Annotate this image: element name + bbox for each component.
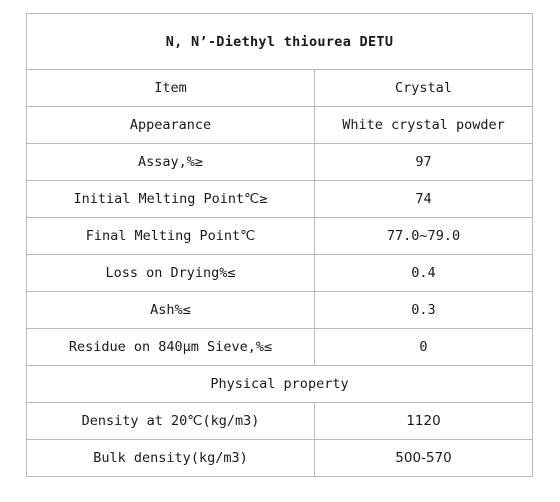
- row-item: Residue on 840μm Sieve,%≤: [27, 329, 315, 366]
- row-value: 77.0~79.0: [315, 218, 533, 255]
- table-row-ash: [27, 292, 533, 329]
- row-item: Assay,%≥: [27, 144, 315, 181]
- table-row-assay: [27, 144, 533, 181]
- header-item: Item: [27, 70, 315, 107]
- header-row: [27, 70, 533, 107]
- table-row-residue: [27, 329, 533, 366]
- row-value: 97: [315, 144, 533, 181]
- table-title: N, N’-Diethyl thiourea DETU: [27, 14, 533, 70]
- table-row-final-melting-point: [27, 218, 533, 255]
- physical-property-row: [27, 366, 533, 403]
- row-item: Loss on Drying%≤: [27, 255, 315, 292]
- spec-table: [26, 13, 533, 477]
- table-row-loss-on-drying: [27, 255, 533, 292]
- row-value: 0.4: [315, 255, 533, 292]
- row-item: Initial Melting Point℃≥: [27, 181, 315, 218]
- row-item: Bulk density(kg/m3): [27, 440, 315, 477]
- row-value: 0.3: [315, 292, 533, 329]
- physical-property-header: Physical property: [27, 366, 533, 403]
- row-value: 0: [315, 329, 533, 366]
- row-item: Density at 20℃(kg/m3): [27, 403, 315, 440]
- row-value: 500-570: [315, 440, 533, 477]
- table-row-appearance: [27, 107, 533, 144]
- header-grade: Crystal: [315, 70, 533, 107]
- table-row-bulk-density: [27, 440, 533, 477]
- title-row: [27, 14, 533, 70]
- table-row-density: [27, 403, 533, 440]
- row-value: White crystal powder: [315, 107, 533, 144]
- table-row-initial-melting-point: [27, 181, 533, 218]
- row-item: Appearance: [27, 107, 315, 144]
- row-value: 1120: [315, 403, 533, 440]
- row-item: Ash%≤: [27, 292, 315, 329]
- row-value: 74: [315, 181, 533, 218]
- row-item: Final Melting Point℃: [27, 218, 315, 255]
